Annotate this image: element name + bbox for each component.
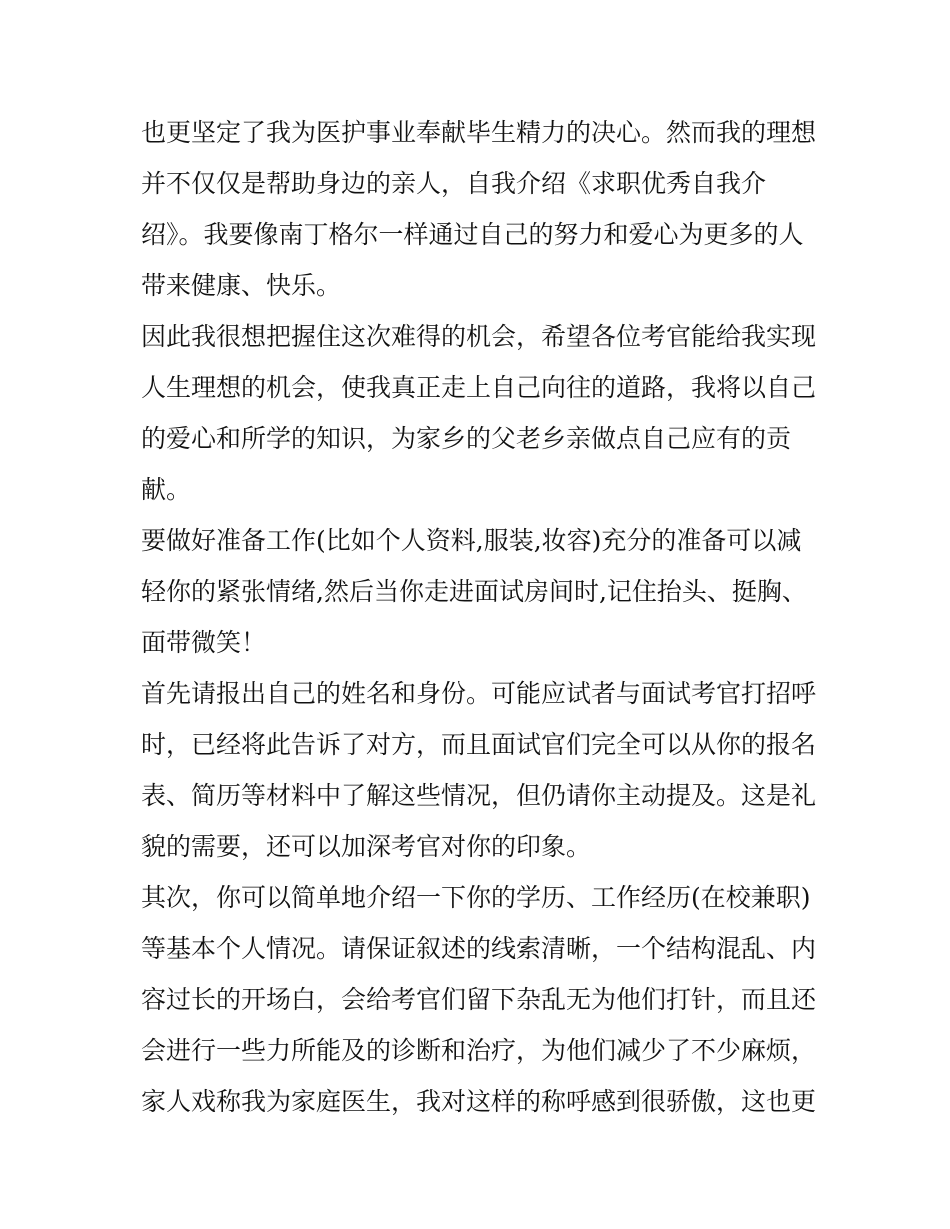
text-line: 轻你的紧张情绪,然后当你走进面试房间时,记住抬头、挺胸、 [141,577,807,606]
text-line: 表、简历等材料中了解这些情况，但仍请你主动提及。这是礼 [141,781,817,810]
text-line: 时，已经将此告诉了对方，而且面试官们完全可以从你的报名 [141,730,817,759]
text-line: 首先请报出自己的姓名和身份。可能应试者与面试考官打招呼 [141,679,817,708]
text-line: 并不仅仅是帮助身边的亲人，自我介绍《求职优秀自我介 [141,169,767,198]
text-line: 因此我很想把握住这次难得的机会，希望各位考官能给我实现 [141,322,817,351]
text-line: 的爱心和所学的知识，为家乡的父老乡亲做点自己应有的贡 [141,424,792,453]
text-line: 要做好准备工作(比如个人资料,服装,妆容)充分的准备可以减 [141,526,802,555]
text-line: 面带微笑！ [141,628,267,657]
text-line: 带来健康、快乐。 [141,271,342,300]
text-line: 也更坚定了我为医护事业奉献毕生精力的决心。然而我的理想 [141,118,817,147]
text-line: 人生理想的机会，使我真正走上自己向往的道路，我将以自己 [141,373,817,402]
text-line: 貌的需要，还可以加深考官对你的印象。 [141,832,592,861]
text-line: 献。 [141,475,192,504]
text-line: 会进行一些力所能及的诊断和治疗，为他们减少了不少麻烦， [141,1036,817,1065]
text-line: 容过长的开场白，会给考官们留下杂乱无为他们打针，而且还 [141,985,817,1014]
document-body [141,107,821,1127]
text-line: 家人戏称我为家庭医生，我对这样的称呼感到很骄傲，这也更 [141,1087,817,1116]
text-line: 绍》。我要像南丁格尔一样通过自己的努力和爱心为更多的人 [141,220,804,249]
text-line: 其次，你可以简单地介绍一下你的学历、工作经历(在校兼职) [141,883,811,912]
text-line: 等基本个人情况。请保证叙述的线索清晰，一个结构混乱、内 [141,934,817,963]
